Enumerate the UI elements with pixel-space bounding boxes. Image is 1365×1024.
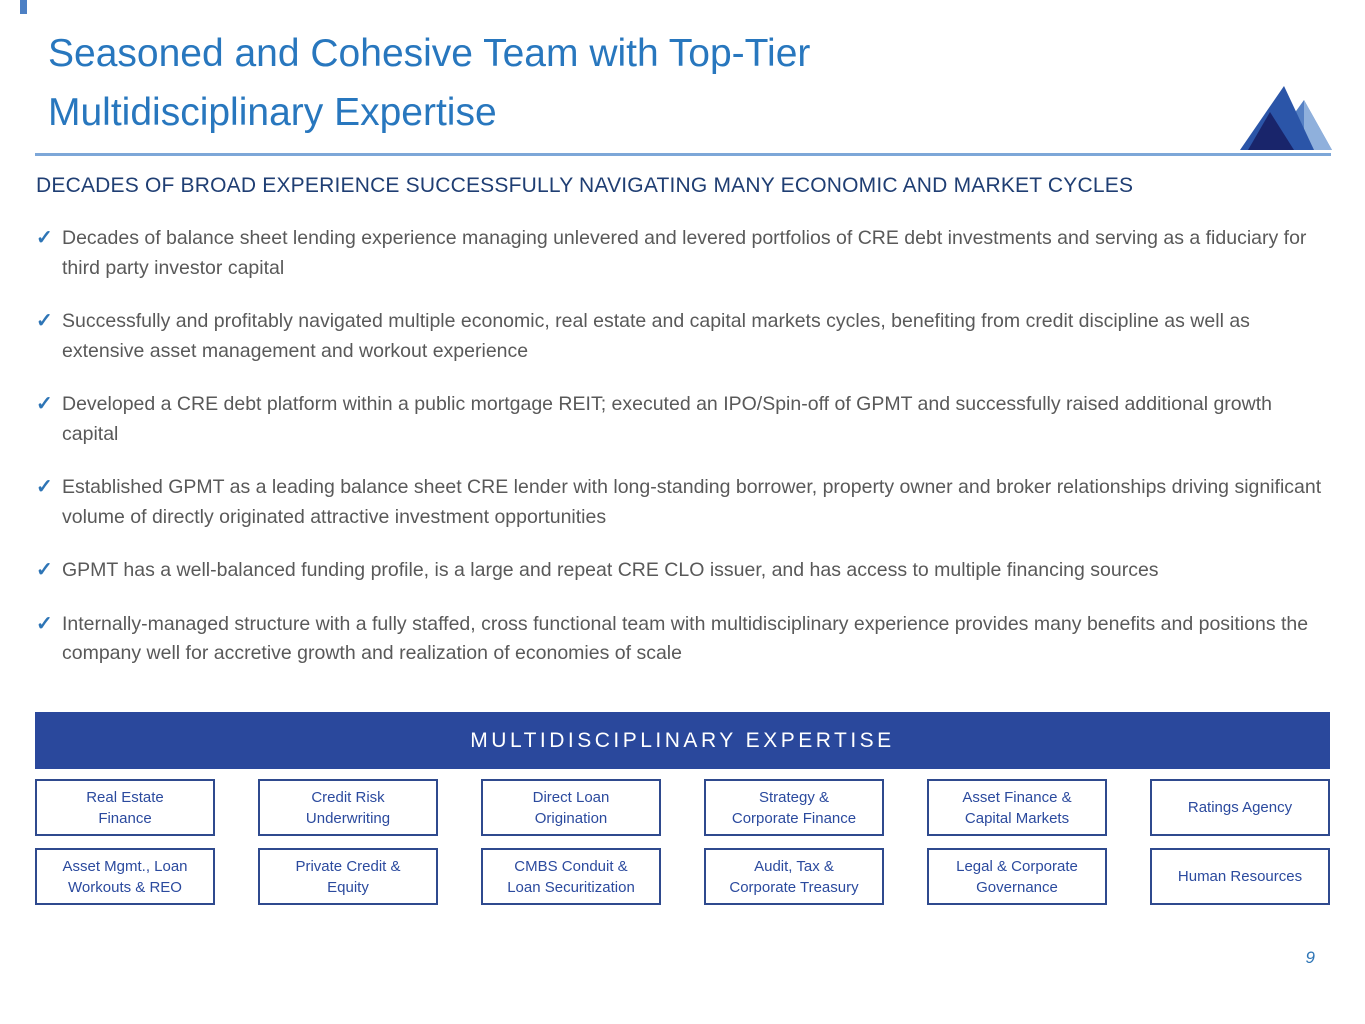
top-left-accent-mark xyxy=(20,0,27,14)
expertise-grid xyxy=(35,779,1330,905)
box-label-line1: Ratings Agency xyxy=(1187,799,1293,816)
checkmark-icon: ✓ xyxy=(36,612,53,635)
banner-label: MULTIDISCIPLINARY EXPERTISE xyxy=(470,728,895,752)
box-label-line1: Private Credit & xyxy=(295,857,401,875)
expertise-box-strategy-corporate-finance xyxy=(704,779,884,836)
box-label-line1: CMBS Conduit & xyxy=(514,857,628,875)
title-divider-line xyxy=(35,153,1331,156)
expertise-box-legal-corporate-governance xyxy=(927,848,1107,905)
box-label-line1: Asset Finance & xyxy=(962,788,1072,806)
box-label-line1: Strategy & xyxy=(758,788,830,806)
bullet-text: GPMT has a well-balanced funding profile, is a large and repeat CRE CLO issuer, and has access to multiple financing sources xyxy=(62,559,1159,581)
expertise-box-human-resources xyxy=(1150,848,1330,905)
bullet-list xyxy=(36,224,1328,693)
box-label-line2: Capital Markets xyxy=(964,809,1070,827)
checkmark-icon: ✓ xyxy=(36,310,53,332)
box-label-line2: Corporate Finance xyxy=(731,809,857,827)
checkmark-icon: ✓ xyxy=(36,476,53,498)
bullet-text: Established GPMT as a leading balance sheet CRE lender with long-standing borrower, property owner and broker relationships driving significant volume of directly originated attractive investment opportunities xyxy=(62,476,1322,528)
box-label-line2: Equity xyxy=(327,878,369,896)
bullet-item xyxy=(36,390,1328,449)
multidisciplinary-expertise-banner xyxy=(35,712,1330,769)
bullet-item xyxy=(36,224,1328,283)
box-label-line2: Loan Securitization xyxy=(507,878,635,896)
bullet-item xyxy=(36,307,1328,366)
box-label-line2: Origination xyxy=(534,809,608,827)
expertise-box-audit-tax-corporate-treasury xyxy=(704,848,884,905)
checkmark-icon: ✓ xyxy=(36,393,53,415)
checkmark-icon: ✓ xyxy=(36,559,53,581)
bullet-text: Decades of balance sheet lending experience managing unlevered and levered portfolios of CRE debt investments and serving as a fiduciary for third party investor capital xyxy=(62,227,1307,279)
page-title xyxy=(48,24,1148,142)
box-label-line2: Workouts & REO xyxy=(68,878,182,896)
box-label-line1: Real Estate xyxy=(86,788,164,806)
section-heading: DECADES OF BROAD EXPERIENCE SUCCESSFULLY NAVIGATING MANY ECONOMIC AND MARKET CYCLES xyxy=(36,174,1134,197)
bullet-item xyxy=(36,610,1328,669)
expertise-box-asset-finance-capital-markets xyxy=(927,779,1107,836)
expertise-box-cmbs-conduit-loan-securitization xyxy=(481,848,661,905)
mountain-logo-icon xyxy=(1232,84,1332,154)
box-label-line2: Underwriting xyxy=(305,809,391,827)
checkmark-icon: ✓ xyxy=(36,227,53,249)
bullet-item xyxy=(36,556,1328,586)
expertise-box-private-credit-equity xyxy=(258,848,438,905)
box-label-line2: Corporate Treasury xyxy=(729,878,859,896)
page-title-line1: Seasoned and Cohesive Team with Top-Tier xyxy=(48,32,811,75)
expertise-box-credit-risk-underwriting xyxy=(258,779,438,836)
bullet-text: Developed a CRE debt platform within a public mortgage REIT; executed an IPO/Spin-off of GPMT and successfully raised additional growth capital xyxy=(62,393,1272,445)
expertise-box-direct-loan-origination xyxy=(481,779,661,836)
expertise-box-asset-mgmt-loan-workouts-reo xyxy=(35,848,215,905)
box-label-line1: Asset Mgmt., Loan xyxy=(62,857,188,875)
expertise-box-real-estate-finance xyxy=(35,779,215,836)
box-label-line1: Credit Risk xyxy=(311,788,385,806)
box-label-line1: Legal & Corporate xyxy=(956,857,1078,875)
box-label-line1: Direct Loan xyxy=(532,788,610,806)
page-title-line2: Multidisciplinary Expertise xyxy=(48,91,497,134)
box-label-line1: Human Resources xyxy=(1177,868,1303,885)
box-label-line1: Audit, Tax & xyxy=(754,857,834,875)
box-label-line2: Governance xyxy=(976,878,1058,896)
bullet-text: Successfully and profitably navigated multiple economic, real estate and capital markets cycles, benefiting from credit discipline as well as extensive asset management and workout experience xyxy=(62,310,1250,362)
bullet-item xyxy=(36,473,1328,532)
page-number: 9 xyxy=(1305,948,1315,967)
expertise-box-ratings-agency xyxy=(1150,779,1330,836)
bullet-text: Internally-managed structure with a fully staffed, cross functional team with multidisciplinary experience provides many benefits and positions the company well for accretive growth and realization of economies of scale xyxy=(62,612,1309,664)
box-label-line2: Finance xyxy=(98,809,152,827)
